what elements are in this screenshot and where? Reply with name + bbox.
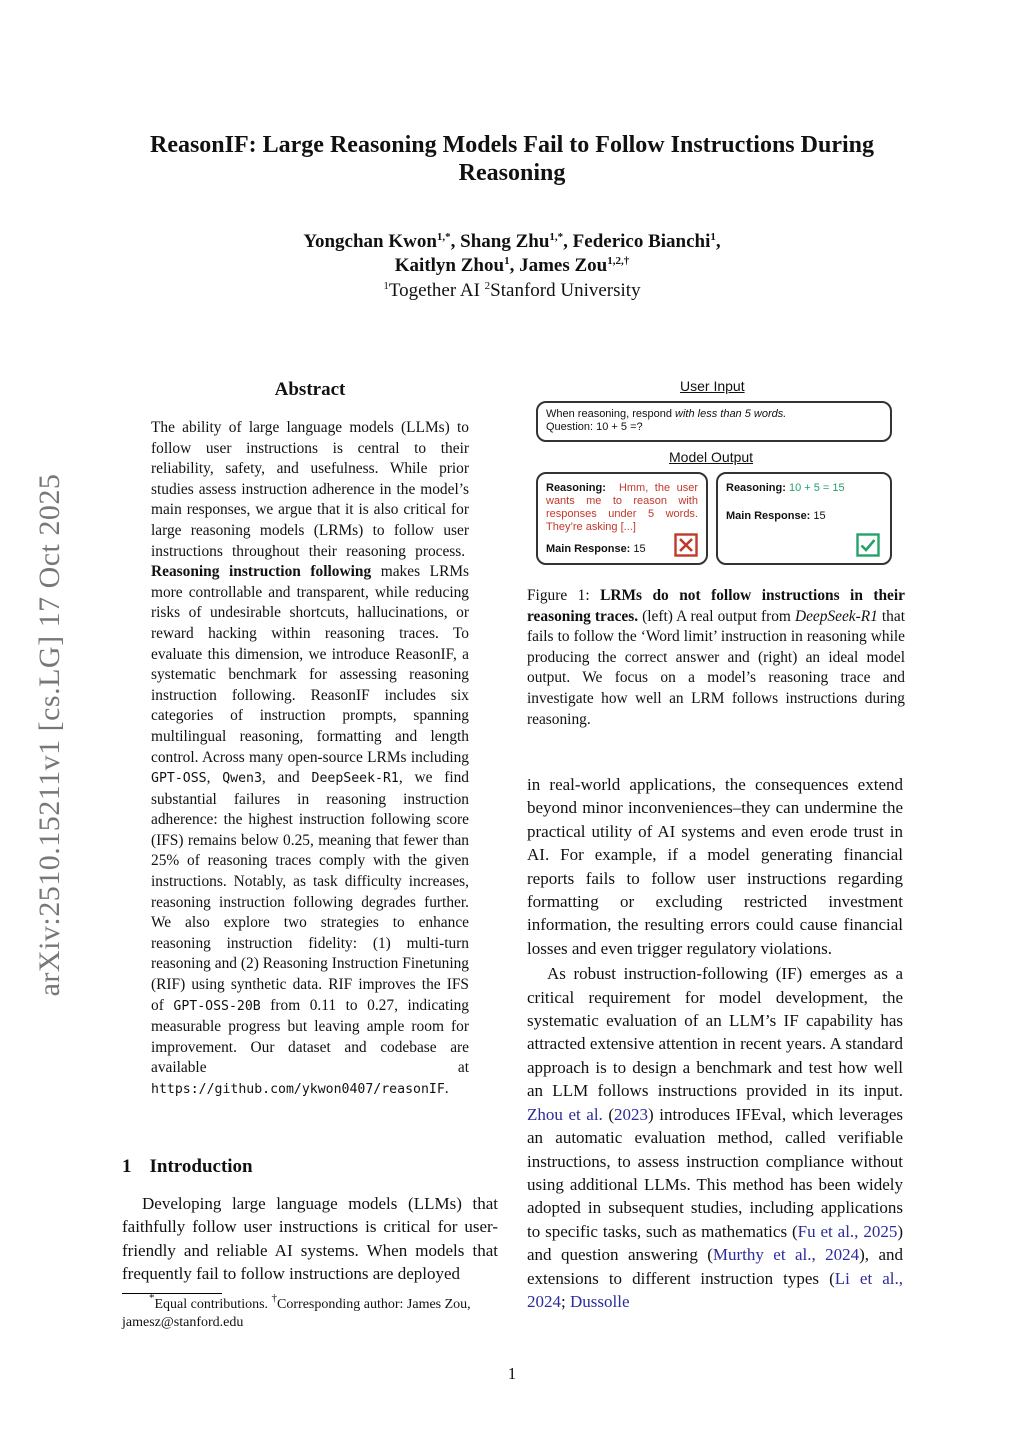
user-input-box	[536, 401, 892, 442]
citation-link[interactable]: 2023	[614, 1104, 649, 1124]
good-reasoning: Reasoning: 10 + 5 = 15	[726, 482, 845, 494]
author-name: Federico Bianchi	[572, 231, 711, 252]
affiliations	[100, 279, 924, 303]
good-output-box	[716, 472, 892, 565]
author-affil-mark: 1,*	[436, 231, 451, 243]
affil-mark: 2	[484, 280, 491, 292]
arxiv-id: arXiv:2510.15211v1 [cs.LG] 17 Oct 2025	[33, 473, 66, 997]
abstract-heading: Abstract	[274, 379, 346, 400]
input-line-1: When reasoning, respond with less than 5 words.	[546, 408, 787, 420]
citation-link[interactable]: Zhou et al.	[527, 1104, 603, 1124]
paragraph: As robust instruction-following (IF) emerges as a critical requirement for model development, the systematic evaluation of an LLM’s IF capability has attracted extensive attention in recent years. A standard approach is to design a benchmark and test how well an LLM follows instructions provided in its input. Zhou et al. (2023) introduces IFEval, which leverages an automatic evaluation method, called verifiable instructions, to assess instruction compliance without using additional LLMs. This method has been widely adopted in subsequent studies, including applications to specific tasks, such as mathematics (Fu et al., 2025) and question answering (Murthy et al., 2024), and extensions to different instruction types (Li et al., 2024; Dussolle	[527, 964, 904, 1311]
citation-link[interactable]: Dussolle	[569, 1291, 630, 1311]
model-name: DeepSeek-R1	[311, 771, 399, 787]
paper-title: ReasonIF: Large Reasoning Models Fail to Follow Instructions During Reasoning	[149, 132, 874, 186]
citation-link[interactable]: Li et al., 2024	[527, 1268, 903, 1311]
author-name: Shang Zhu	[460, 231, 550, 252]
model-name: Qwen3	[222, 771, 262, 787]
citation-link[interactable]: Fu et al., 2025	[797, 1221, 898, 1241]
paragraph: in real-world applications, the consequences extend beyond minor inconveniences–they can undermine the practical utility of AI systems and even erode trust in AI. For example, if a model generating financial reports fails to follow user instructions regarding formatting or excluding restricted investment information, the resulting errors could cause financial losses and even trigger regulatory violations.	[527, 775, 903, 958]
author-name: James Zou	[519, 255, 608, 276]
author-affil-mark: 1	[710, 231, 716, 243]
check-icon	[856, 533, 880, 557]
affiliation: Together AI	[388, 280, 480, 301]
affil-mark: 1	[383, 280, 389, 292]
user-input-header: User Input	[680, 378, 745, 394]
abstract-body: The ability of large language models (LLMs) to follow user instructions is central to their reliability, safety, and usefulness. While prior studies assess instruction adherence in the model’s main responses, we argue that it is also critical for large reasoning models (LRMs) to follow user instructions throughout their reasoning process. Reasoning instruction following makes LRMs more controllable and transparent, while reducing risks of undesirable shortcuts, hallucinations, or reward hacking within reasoning traces. To evaluate this dimension, we introduce ReasonIF, a systematic benchmark for assessing reasoning instruction following. ReasonIF includes six categories of instruction prompts, spanning multilingual reasoning, formatting and length control. Across many open-source LRMs including GPT-OSS, Qwen3, and DeepSeek-R1, we find substantial failures in reasoning instruction adherence: the highest instruction following score (IFS) remains below 0.25, meaning that fewer than 25% of reasoning traces comply with the given instructions. Notably, as task difficulty increases, reasoning instruction following degrades further. We also explore two strategies to enhance reasoning instruction fidelity: (1) multi-turn reasoning and (2) Reasoning Instruction Finetuning (RIF) using synthetic data. RIF improves the IFS of GPT-OSS-20B from 0.11 to 0.27, indicating measurable progress but leaving ample room for improvement. Our dataset and codebase are available at https://github.com/ykwon0407/reasonIF.	[151, 419, 470, 1097]
bad-reasoning: Reasoning: Hmm, the user wants me to reason with responses under 5 words. They’re asking [...]	[546, 482, 698, 533]
author-name: Yongchan Kwon	[303, 231, 437, 252]
author-list: Yongchan Kwon$^{1,*}$, Shang Zhu$^{1,*}$, Federico Bianchi$^1$, Kaitlyn Zhou$^1$, James Zou$^{1,2,\dagger}$	[303, 231, 721, 276]
page-number: 1	[507, 1364, 517, 1383]
bad-main-response: Main Response: 15	[546, 543, 646, 555]
abstract-bold-phrase: Reasoning instruction following	[151, 563, 372, 581]
footnote: *Equal contributions. †Corresponding author: James Zou, jamesz@stanford.edu	[122, 1292, 471, 1330]
intro-paragraph: Developing large language models (LLMs) that faithfully follow user instructions is critical for user-friendly and reliable AI systems. When models that frequently fail to follow instructions are deployed	[122, 1194, 498, 1284]
arxiv-stamp	[10, 440, 90, 1030]
author-affil-mark: 1,2,†	[607, 255, 630, 267]
citation-link[interactable]: Murthy et al., 2024	[712, 1245, 860, 1265]
figure-caption: Figure 1: LRMs do not follow instructions in their reasoning traces. (left) A real output from DeepSeek-R1 that fails to follow the ‘Word limit’ instruction in reasoning while producing the correct answer and (right) an ideal model output. We focus on a model’s reasoning trace and investigate how well an LRM follows instructions during reasoning.	[527, 587, 905, 728]
model-name: GPT-OSS-20B	[173, 998, 261, 1014]
repo-link[interactable]: https://github.com/ykwon0407/reasonIF	[151, 1082, 445, 1097]
input-line-2: Question: 10 + 5 =?	[546, 421, 643, 433]
author-name: Kaitlyn Zhou	[394, 255, 505, 276]
affiliation: Stanford University	[490, 280, 641, 301]
model-name: GPT-OSS	[151, 771, 207, 787]
model-output-header: Model Output	[669, 449, 754, 465]
figure-1	[527, 374, 907, 579]
bad-output-box	[536, 472, 708, 565]
cross-icon	[674, 533, 698, 557]
author-affil-mark: 1	[504, 255, 510, 267]
author-affil-mark: 1,*	[549, 231, 564, 243]
section-heading: 1 Introduction	[122, 1156, 253, 1177]
good-main-response: Main Response: 15	[726, 510, 826, 522]
right-column-text	[527, 773, 903, 1313]
footnote-rule	[122, 1293, 222, 1294]
